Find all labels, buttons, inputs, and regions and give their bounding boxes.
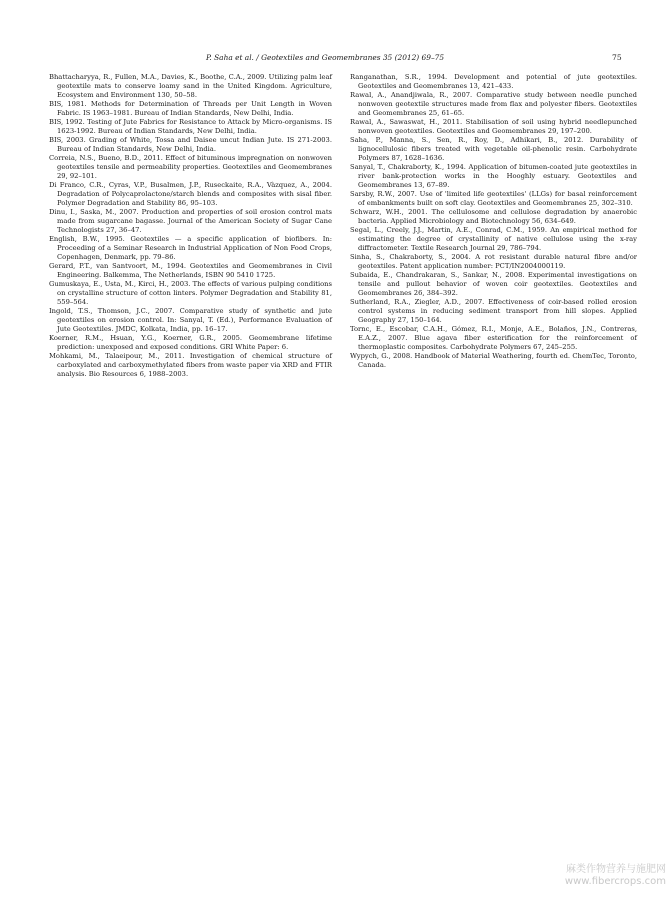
watermark-url-text: www.fibercrops.com — [564, 876, 666, 887]
site-watermark — [556, 864, 666, 888]
reference-entry: Sanyal, T., Chakraborty, K., 1994. Application of bitumen-coated jute geotextiles in river bank-protection works in the Hooghly estuary. Geotextiles and Geomembranes 13, 67–89. — [350, 163, 637, 189]
reference-entry: Saha, P., Manna, S., Sen, R., Roy, D., Adhikari, B., 2012. Durability of lignocellulosic fibers treated with vegetable oil-phenolic resin. Carbohydrate Polymers 87, 1628–1636. — [350, 136, 637, 162]
reference-entry: Gerard, P.T., van Santvoort, M., 1994. Geotextiles and Geomembranes in Civil Engineering. Balkemma, The Netherlands, ISBN 90 5410 1725. — [49, 262, 332, 279]
references-right-column — [350, 73, 637, 370]
reference-entry: BIS, 2003. Grading of White, Tossa and Daisee uncut Indian Jute. IS 271-2003. Bureau of Indian Standards, New Delhi, India. — [49, 136, 332, 153]
reference-entry: Schwarz, W.H., 2001. The cellulosome and cellulose degradation by anaerobic bacteria. Applied Microbiology and Biotechnology 56, 634–649. — [350, 208, 637, 225]
references-left-column — [49, 73, 332, 379]
reference-entry: BIS, 1992. Testing of Jute Fabrics for Resistance to Attack by Micro-organisms. IS 1623-1992. Bureau of Indian Standards, New Delhi, India. — [49, 118, 332, 135]
reference-entry: BIS, 1981. Methods for Determination of Threads per Unit Length in Woven Fabric. IS 1963–1981. Bureau of Indian Standards, New Delhi, India. — [49, 100, 332, 117]
reference-entry: Sinha, S., Chakraborty, S., 2004. A rot resistant durable natural fibre and/or geotextiles. Patent application number: PCT/IN2004000119. — [350, 253, 637, 270]
reference-entry: Sutherland, R.A., Ziegler, A.D., 2007. Effectiveness of coir-based rolled erosion control systems in reducing sediment transport from hill slopes. Applied Geography 27, 150–164. — [350, 298, 637, 324]
reference-entry: Subaida, E., Chandrakaran, S., Sankar, N., 2008. Experimental investigations on tensile and pullout behavior of woven coir geotextiles. Geotextiles and Geomembranes 26, 384–392. — [350, 271, 637, 297]
reference-entry: Sarsby, R.W., 2007. Use of 'limited life geotextiles' (LLGs) for basal reinforcement of embankments built on soft clay. Geotextiles and Geomembranes 25, 302–310. — [350, 190, 637, 207]
reference-entry: Di Franco, C.R., Cyras, V.P., Busalmen, J.P., Ruseckaite, R.A., Vàzquez, A., 2004. Degradation of Polycaprolactone/starch blends and composites with sisal fiber. Polymer Degradation and Stability 86, 95–103. — [49, 181, 332, 207]
reference-entry: Rawal, A., Anandjiwala, R., 2007. Comparative study between needle punched nonwoven geotextile structures made from flax and polyester fibers. Geotextiles and Geomembranes 25, 61–65. — [350, 91, 637, 117]
watermark-chinese-text: 麻类作物营养与施肥网 — [566, 864, 666, 875]
reference-entry: Ranganathan, S.R., 1994. Development and potential of jute geotextiles. Geotextiles and Geomembranes 13, 421–433. — [350, 73, 637, 90]
reference-entry: Tornc, E., Escobar, C.A.H., Gómez, R.I., Monje, A.E., Bolaños, J.N., Contreras, E.A.Z., 2007. Blue agava fiber esterification for the reinforcement of thermoplastic composites. Carbohydrate Polymers 67, 245–255. — [350, 325, 637, 351]
reference-entry: Koerner, R.M., Hsuan, Y.G., Koerner, G.R., 2005. Geomembrane lifetime prediction: unexposed and exposed conditions. GRI White Paper: 6. — [49, 334, 332, 351]
reference-entry: Mohkami, M., Talaeipour, M., 2011. Investigation of chemical structure of carboxylated and carboxymethylated fibers from waste paper via XRD and FTIR analysis. Bio Resources 6, 1988–2003. — [49, 352, 332, 378]
reference-entry: Gumuskaya, E., Usta, M., Kirci, H., 2003. The effects of various pulping conditions on crystalline structure of cotton linters. Polymer Degradation and Stability 81, 559–564. — [49, 280, 332, 306]
reference-entry: Rawal, A., Sawaswat, H., 2011. Stabilisation of soil using hybrid needlepunched nonwoven geotextiles. Geotextiles and Geomembranes 29, 197–200. — [350, 118, 637, 135]
reference-entry: Ingold, T.S., Thomson, J.C., 2007. Comparative study of synthetic and jute geotextiles on erosion control. In: Sanyal, T. (Ed.), Performance Evaluation of Jute Geotextiles. JMDC, Kolkata, India, pp. 16–17. — [49, 307, 332, 333]
page-header — [0, 51, 672, 65]
reference-entry: Correia, N.S., Bueno, B.D., 2011. Effect of bituminous impregnation on nonwoven geotextiles tensile and permeability properties. Geotextiles and Geomembranes 29, 92–101. — [49, 154, 332, 180]
page-number: 75 — [612, 53, 622, 62]
reference-entry: Wypych, G., 2008. Handbook of Material Weathering, fourth ed. ChemTec, Toronto, Canada. — [350, 352, 637, 369]
reference-entry: Segal, L., Creely, J.J., Martin, A.E., Conrad, C.M., 1959. An empirical method for estimating the degree of crystallinity of native cellulose using the x-ray diffractometer. Textile Research Journal 29, 786–794. — [350, 226, 637, 252]
reference-entry: Bhattacharyya, R., Fullen, M.A., Davies, K., Boothe, C.A., 2009. Utilizing palm leaf geotextile mats to conserve loamy sand in the United Kingdom. Agriculture, Ecosystem and Environment 130, 50–58. — [49, 73, 332, 99]
reference-entry: Dinu, I., Saska, M., 2007. Production and properties of soil erosion control mats made from sugarcane bagasse. Journal of the American Society of Sugar Cane Technologists 27, 36–47. — [49, 208, 332, 234]
running-head: P. Saha et al. / Geotextiles and Geomembranes 35 (2012) 69–75 — [205, 53, 445, 62]
reference-entry: English, B.W., 1995. Geotextiles — a specific application of biofibers. In: Proceeding of a Seminar Research in Industrial Application of Non Food Crops, Copenhagen, Denmark, pp. 79–86. — [49, 235, 332, 261]
